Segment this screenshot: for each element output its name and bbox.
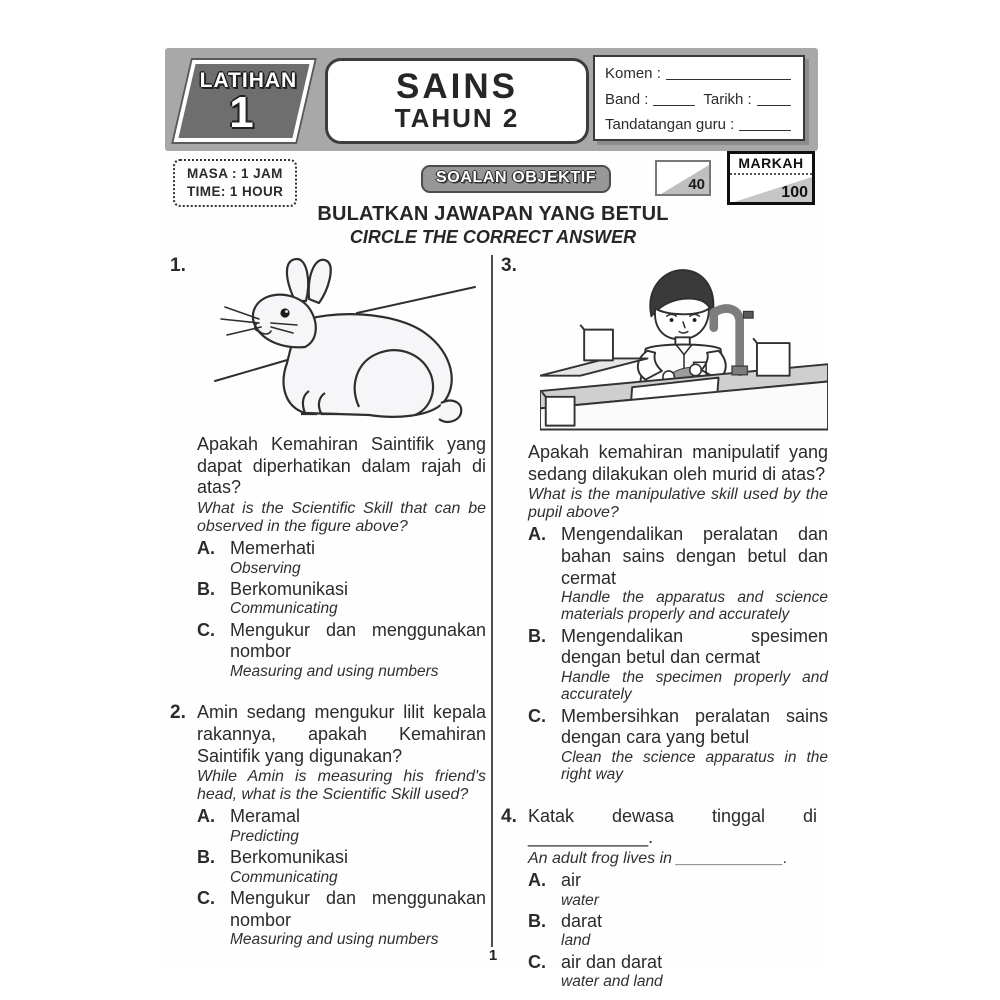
option-label: A. (528, 524, 546, 545)
signature-row (605, 116, 793, 133)
band-blank-line (653, 91, 695, 106)
option-text-malay: Mengukur dan menggunakan nombor (230, 888, 486, 930)
instruction-malay: BULATKAN JAWAPAN YANG BETUL (317, 203, 669, 225)
option-text-malay: Membersihkan peralatan sains dengan cara yang betul (561, 705, 828, 748)
question-3-option-b (528, 626, 828, 704)
subject-title: SAINS (396, 67, 518, 107)
option-text-english: land (561, 932, 591, 950)
question-text-english: What is the Scientific Skill that can be observed in the figure above? (197, 499, 486, 535)
question-text-english: An adult frog lives in ____________. (528, 849, 788, 867)
teacher-comment-box (593, 55, 805, 141)
marks-total: 100 (781, 184, 808, 201)
score-box-value: 40 (688, 176, 705, 193)
question-1 (170, 255, 486, 680)
time-allowed-malay: MASA : 1 JAM (187, 166, 283, 181)
option-text-english: Clean the science apparatus in the right way (561, 748, 828, 784)
question-2-option-b (197, 847, 486, 886)
date-label: Tarikh : (703, 90, 752, 108)
question-4-option-a (528, 870, 817, 909)
option-text-english: Measuring and using numbers (230, 663, 439, 681)
signature-label: Tandatangan guru : (605, 116, 735, 133)
option-text-english: Handle the specimen properly and accurately (561, 669, 828, 704)
question-text-malay: Katak dewasa tinggal di ____________. (528, 805, 817, 848)
question-3 (501, 255, 828, 784)
instruction-heading (165, 203, 821, 248)
question-text-malay: Apakah Kemahiran Saintifik yang dapat diperhatikan dalam rajah di atas? (197, 434, 486, 498)
question-number: 3. (501, 255, 517, 276)
question-2 (170, 702, 486, 948)
question-1-option-c (197, 620, 486, 681)
option-text-malay: Memerhati (230, 537, 316, 558)
pupil-washing-figure (540, 257, 828, 433)
question-number: 1. (170, 255, 186, 276)
option-text-english: Observing (230, 559, 301, 577)
time-allowed-english: TIME: 1 HOUR (187, 183, 284, 199)
comment-blank-line (666, 65, 791, 80)
question-number: 2. (170, 702, 186, 724)
question-text-malay: Apakah kemahiran manipulatif yang sedang dilakukan oleh murid di atas? (528, 442, 828, 484)
question-3-option-a (528, 524, 828, 624)
exercise-badge (171, 58, 317, 144)
exercise-badge-fill (178, 64, 309, 138)
option-text-malay: air dan darat (561, 951, 663, 972)
subject-title-box (325, 58, 589, 144)
option-text-english: water (561, 891, 599, 909)
option-label: C. (197, 619, 215, 640)
section-badge: SOALAN OBJEKTIF (421, 165, 611, 193)
score-box-40 (655, 160, 711, 196)
option-text-english: water and land (561, 973, 663, 991)
option-text-malay: darat (561, 910, 603, 931)
option-text-malay: Mengukur dan menggunakan nombor (230, 619, 486, 662)
option-label: B. (197, 578, 215, 599)
question-text-malay: Amin sedang mengukur lilit kepala rakannya, apakah Kemahiran Saintifik yang digunakan? (197, 702, 486, 766)
date-blank-line (757, 91, 791, 106)
option-label: C. (528, 705, 546, 726)
option-text-malay: Meramal (230, 806, 301, 827)
question-1-option-b (197, 579, 486, 618)
option-text-malay: Berkomunikasi (230, 847, 349, 868)
option-label: A. (197, 806, 215, 827)
question-number: 4. (501, 805, 517, 827)
instruction-english: CIRCLE THE CORRECT ANSWER (349, 227, 637, 247)
right-column (501, 255, 828, 991)
option-text-english: Predicting (230, 827, 299, 845)
option-text-english: Measuring and using numbers (230, 931, 439, 949)
option-text-malay: Mengendalikan spesimen dengan betul dan cermat (561, 625, 828, 668)
option-text-english: Handle the apparatus and science materials properly and accurately (561, 589, 828, 624)
exercise-label: LATIHAN (199, 69, 298, 93)
question-4-option-b (528, 911, 817, 950)
option-text-english: Communicating (230, 600, 338, 618)
option-text-malay: Mengendalikan peralatan dan bahan sains dengan betul dan cermat (561, 524, 828, 588)
option-label: C. (197, 888, 215, 909)
rabbit-figure (209, 257, 486, 425)
marks-box (727, 151, 815, 205)
header-band (165, 48, 818, 151)
exercise-number: 1 (228, 88, 254, 138)
page-number: 1 (488, 947, 498, 964)
question-2-option-c (197, 888, 486, 949)
comment-label: Komen : (605, 65, 661, 82)
signature-blank-line (739, 116, 791, 131)
band-label: Band : (605, 90, 649, 108)
question-text-english: What is the manipulative skill used by the pupil above? (528, 486, 828, 522)
worksheet-page (165, 45, 828, 991)
option-text-malay: air (561, 869, 582, 890)
marks-label: MARKAH (730, 154, 812, 175)
subject-year: TAHUN 2 (394, 103, 520, 134)
question-text-english: While Amin is measuring his friend's head, what is the Scientific Skill used? (197, 768, 486, 804)
option-text-malay: Berkomunikasi (230, 578, 349, 599)
band-date-row (605, 91, 793, 108)
option-label: C. (528, 951, 546, 972)
question-1-option-a (197, 538, 486, 577)
option-label: A. (197, 537, 215, 558)
option-label: A. (528, 869, 546, 890)
option-label: B. (528, 625, 546, 646)
left-column (170, 255, 486, 949)
question-3-option-c (528, 706, 828, 784)
question-2-option-a (197, 806, 486, 845)
option-text-english: Communicating (230, 868, 338, 886)
option-label: B. (197, 847, 215, 868)
comment-row (605, 65, 793, 82)
column-divider (491, 255, 493, 947)
time-allowed-box (173, 159, 297, 207)
option-label: B. (528, 910, 546, 931)
marks-lower-area (730, 175, 812, 202)
